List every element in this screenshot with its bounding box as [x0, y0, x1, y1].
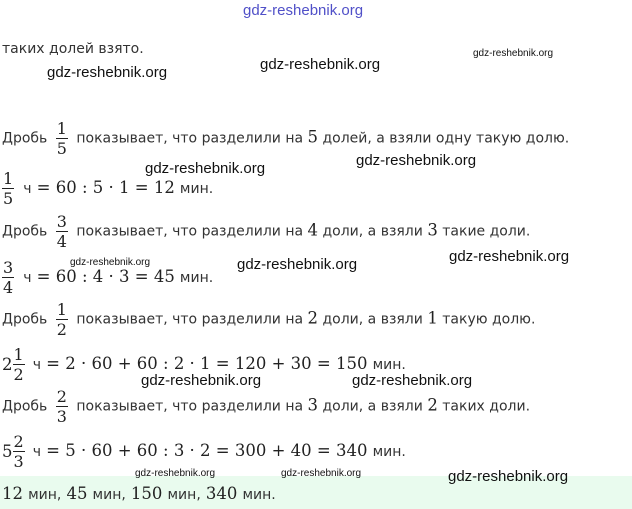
watermark: gdz-reshebnik.org	[356, 152, 477, 169]
statement-3: Дробь $\frac{1}{2}$ показывает, что разделили на 2 доли, а взяли 1 такую долю.	[2, 300, 536, 339]
fraction: $\frac{3}{4}$	[56, 212, 67, 251]
watermark: gdz-reshebnik.org	[135, 468, 216, 479]
answer-text: 12 мин, 45 мин, 150 мин, 340 мин.	[2, 484, 276, 503]
watermark: gdz-reshebnik.org	[70, 257, 151, 268]
intro-text: таких долей взято.	[2, 41, 144, 57]
watermark: gdz-reshebnik.org	[352, 372, 473, 389]
fraction: $\frac{1}{5}$	[3, 169, 14, 208]
fraction: $\frac{2}{3}$	[56, 387, 67, 426]
mixed-number: 5 $\frac{2}{3}$	[2, 432, 24, 471]
statement-1: Дробь $\frac{1}{5}$ показывает, что разделили на 5 долей, а взяли одну такую долю.	[2, 119, 570, 158]
statement-2: Дробь $\frac{3}{4}$ показывает, что разделили на 4 доли, а взяли 3 такие доли.	[2, 212, 531, 251]
mixed-number: 2 $\frac{1}{2}$	[2, 345, 24, 384]
equation-2: $\frac{3}{4}$ ч = 60 : 4 · 3 = 45 мин.	[3, 258, 214, 297]
watermark: gdz-reshebnik.org	[473, 48, 554, 59]
watermark: gdz-reshebnik.org	[448, 468, 569, 485]
watermark: gdz-reshebnik.org	[281, 468, 362, 479]
site-link[interactable]: gdz-reshebnik.org	[243, 2, 364, 19]
watermark: gdz-reshebnik.org	[449, 248, 570, 265]
fraction: $\frac{1}{5}$	[56, 119, 67, 158]
statement-prefix: Дробь	[2, 130, 48, 147]
fraction: $\frac{3}{4}$	[3, 258, 14, 297]
watermark: gdz-reshebnik.org	[260, 56, 381, 73]
equation-4: 5 $\frac{2}{3}$ ч = 5 · 60 + 60 : 3 · 2 = 300 + 40 = 340 мин.	[2, 432, 406, 471]
equation-1: $\frac{1}{5}$ ч = 60 : 5 · 1 = 12 мин.	[3, 169, 214, 208]
statement-4: Дробь $\frac{2}{3}$ показывает, что разделили на 3 доли, а взяли 2 таких доли.	[2, 387, 531, 426]
watermark: gdz-reshebnik.org	[145, 160, 266, 177]
watermark: gdz-reshebnik.org	[47, 64, 168, 81]
watermark: gdz-reshebnik.org	[141, 372, 262, 389]
fraction: $\frac{1}{2}$	[56, 300, 67, 339]
watermark: gdz-reshebnik.org	[237, 256, 358, 273]
equation-3: 2 $\frac{1}{2}$ ч = 2 · 60 + 60 : 2 · 1 = 120 + 30 = 150 мин.	[2, 345, 406, 384]
